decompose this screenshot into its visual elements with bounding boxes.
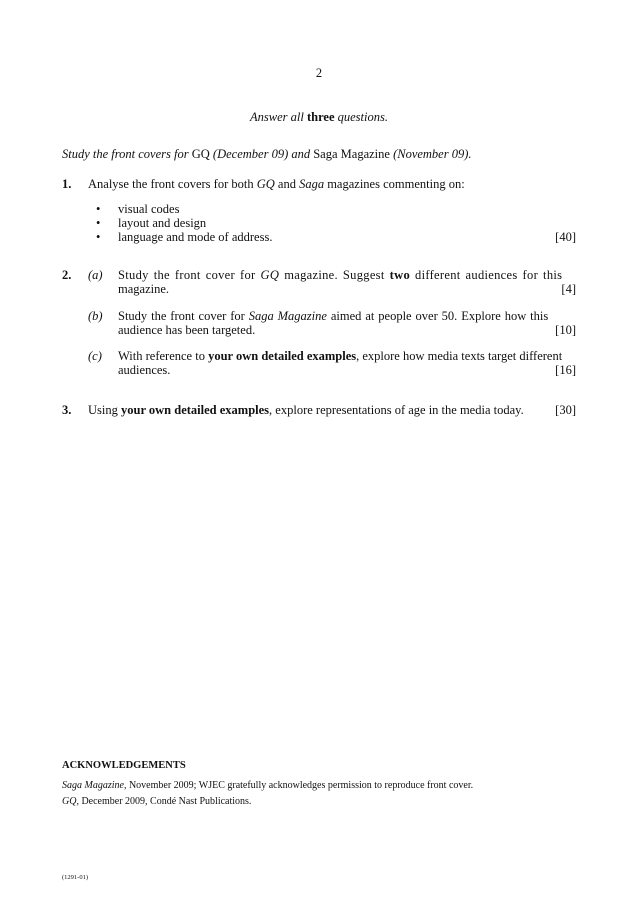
- q2a-line1: [118, 268, 576, 282]
- q1-bullet-item: visual codes: [118, 202, 180, 216]
- q2c-label: (c): [88, 349, 102, 363]
- q3-part: Using: [88, 403, 121, 417]
- bullet: •: [96, 216, 101, 230]
- q2b-marks: [10]: [555, 323, 576, 337]
- q3-part: , explore representations of age in the media today.: [269, 403, 524, 417]
- acknowledgement-line-1: [62, 780, 473, 791]
- q2a-marks: [4]: [561, 282, 576, 296]
- q2c-line2: audiences.: [118, 363, 171, 377]
- bullet: •: [96, 230, 101, 244]
- bullet: •: [96, 202, 101, 216]
- study-line: [62, 147, 472, 161]
- ack-rest: , November 2009; WJEC gratefully acknowledges permission to reproduce front cover.: [123, 780, 474, 791]
- q3-bold: your own detailed examples: [121, 403, 270, 417]
- question-1-number: 1.: [62, 177, 72, 191]
- q2a-gq: GQ: [260, 268, 280, 282]
- q1-stem-part: Analyse the front covers for both: [88, 177, 257, 191]
- q1-stem-part: magazines commenting on:: [324, 177, 465, 191]
- question-1-stem: [88, 177, 465, 191]
- q1-marks: [40]: [555, 230, 576, 244]
- ack-title: GQ: [62, 796, 77, 807]
- study-line-gq: GQ: [191, 147, 210, 161]
- acknowledgements-heading: ACKNOWLEDGEMENTS: [62, 760, 186, 771]
- q2b-part: aimed at people over 50. Explore how this: [326, 309, 549, 323]
- ack-rest: , December 2009, Condé Nast Publications.: [76, 796, 252, 807]
- q3-marks: [30]: [555, 403, 576, 417]
- study-line-part: (December 09) and: [209, 147, 314, 161]
- instruction-pre: Answer all: [250, 110, 307, 124]
- page-number: 2: [315, 66, 323, 80]
- study-line-saga: Saga Magazine: [313, 147, 390, 161]
- q2c-part: , explore how media texts target different: [356, 349, 563, 363]
- q2a-part: Study the front cover for: [118, 268, 261, 282]
- q2c-marks: [16]: [555, 363, 576, 377]
- q2c-line1: [118, 349, 576, 363]
- q2a-part: magazine. Suggest: [279, 268, 390, 282]
- instruction-bold: three: [306, 110, 335, 124]
- instruction: [0, 110, 638, 125]
- q1-stem-part: and: [274, 177, 300, 191]
- acknowledgement-line-2: [62, 796, 251, 807]
- study-line-part: Study the front covers for: [62, 147, 192, 161]
- q2b-part: Study the front cover for: [118, 309, 249, 323]
- q2b-label: (b): [88, 309, 103, 323]
- q2b-line1: [118, 309, 576, 323]
- footer-code: (1291-01): [62, 874, 88, 881]
- q1-stem-gq: GQ: [256, 177, 275, 191]
- question-3-text: [88, 403, 524, 417]
- q1-stem-saga: Saga: [299, 177, 325, 191]
- ack-title: Saga Magazine: [62, 780, 124, 791]
- q2b-saga: Saga Magazine: [248, 309, 327, 323]
- question-3-number: 3.: [62, 403, 72, 417]
- q2a-bold: two: [389, 268, 410, 282]
- q1-bullet-item: language and mode of address.: [118, 230, 273, 244]
- q2a-line2: magazine.: [118, 282, 170, 296]
- question-2-number: 2.: [62, 268, 72, 282]
- q2c-part: With reference to: [118, 349, 209, 363]
- q1-bullet-item: layout and design: [118, 216, 207, 230]
- study-line-part: (November 09).: [389, 147, 472, 161]
- q2c-bold: your own detailed examples: [208, 349, 357, 363]
- q2a-label: (a): [88, 268, 103, 282]
- q2b-line2: audience has been targeted.: [118, 323, 256, 337]
- instruction-post: questions.: [334, 110, 388, 124]
- q2a-part: different audiences for this: [410, 268, 563, 282]
